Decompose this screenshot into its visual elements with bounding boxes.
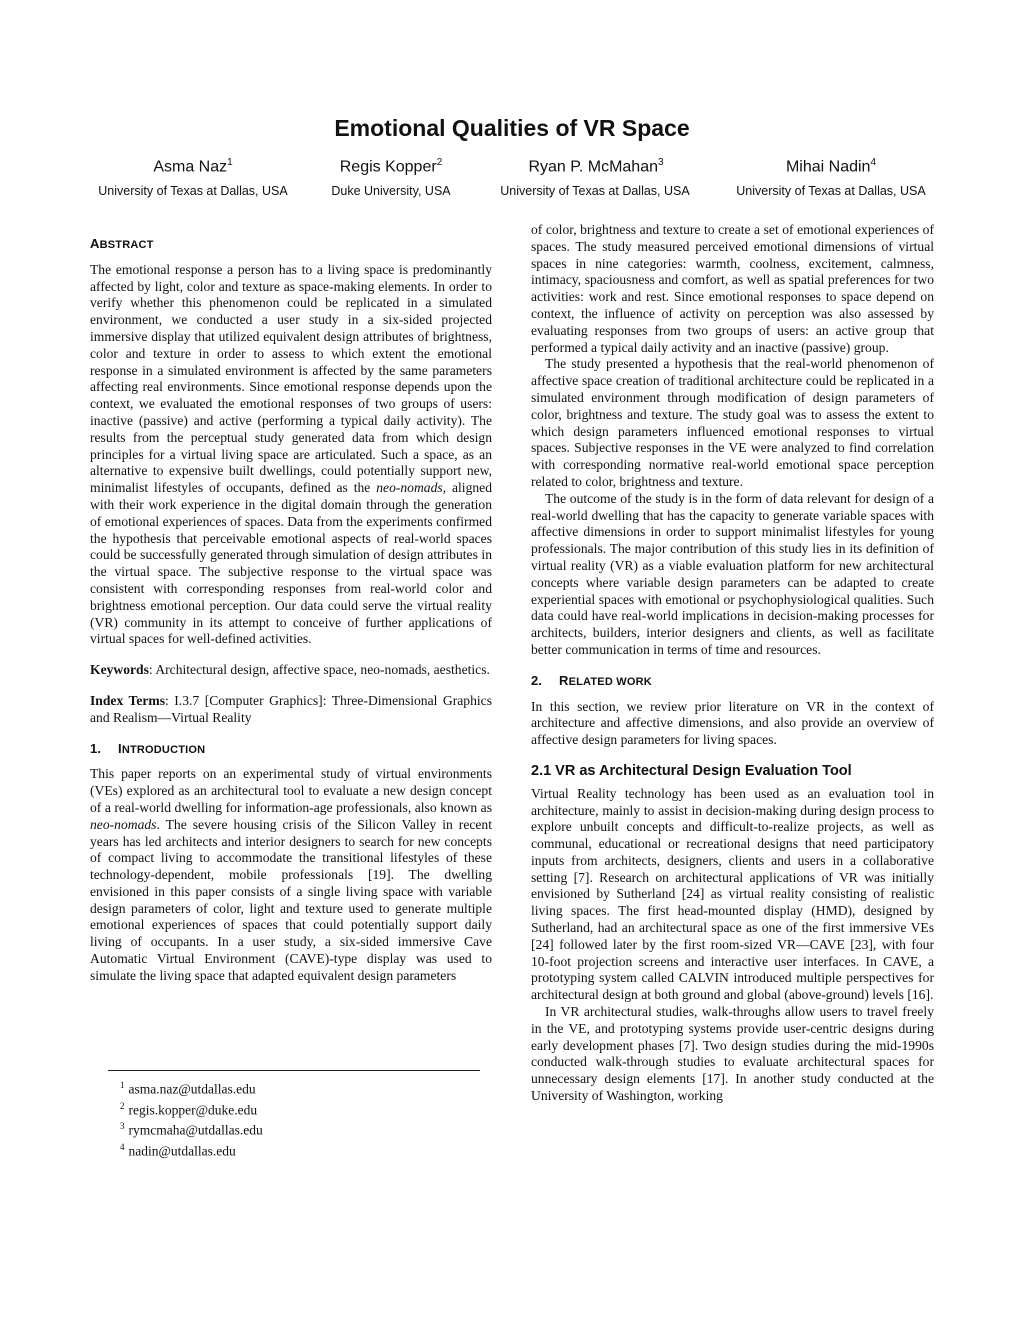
introduction-paragraph-2: The study presented a hypothesis that the real-world phenomenon of affective space creation of traditional architecture could be replicated in a simulated environment through modification of design parameters of color, brightness and texture. The study goal was to assess the extent to which design parameters influenced emotional responses to virtual spaces. Subjective responses in the VE were analyzed to find correlation with corresponding normative real-world emotional space perception related to color, brightness and texture. — [531, 356, 934, 489]
left-column — [90, 236, 492, 985]
footnote-1: $^1$ asma.naz@utdallas.edu — [120, 1080, 256, 1097]
affiliation-1: University of Texas at Dallas, USA — [98, 184, 288, 198]
footnote-3: $^3$ rymcmaha@utdallas.edu — [120, 1121, 263, 1138]
introduction-continuation: of color, brightness and texture to create a set of emotional experiences of spaces. The study measured perceived emotional dimensions of virtual spaces in nine categories: warmth, coolness, excitement, calmness, intimacy, spaciousness and comfort, as well as spatial preferences for two activities: work and rest. Since emotional responses to space depend on context, the influence of activity on perception was also assessed by evaluating responses from two groups of users: an active group that performed a typical daily activity and an inactive (passive) group. — [531, 222, 934, 355]
affiliation-4: University of Texas at Dallas, USA — [736, 184, 926, 198]
author-3: Ryan P. McMahan$^3$ — [528, 157, 664, 176]
subsection-paragraph-1: Virtual Reality technology has been used as an evaluation tool in architecture, mainly to assist in decision-making during design process to explore unbuilt concepts and difficult-to-realize projects, as well as communal, educational or recreational designs that need participatory inputs from architects, designers, clients and users in a collaborative setting [7]. Research on architectural applications of VR was initially envisioned by Sutherland [24] as virtual reality consisting of realistic living spaces. The first head-mounted display (HMD), designed by Sutherland, had an architectural space as one of the first immersive VEs [24] followed later by the first room-sized VR—CAVE [23], with four 10-foot projection screens and interactive user interfaces. In CAVE, a prototyping system called CALVIN introduced multiple perspectives for architectural design at both ground and global (above-ground) levels [16]. — [531, 785, 934, 1003]
index-terms: Index Terms: I.3.7 [Computer Graphics]: Three-Dimensional Graphics and Realism—Virtual Reality — [90, 692, 492, 725]
abstract-text: The emotional response a person has to a living space is predominantly affected by light, color and texture as space-making elements. In order to verify whether this phenomenon could be replicated in a simulated environment, we conducted a user study in a six-sided projected immersive display that utilized equivalent design attributes of brightness, color and texture in order to assess to which extent the emotional response in a simulated environment is affected by the same parameters affecting real environments. Since emotional response depends upon the context, we evaluated the emotional responses of two groups of users: inactive (passive) and active (performing a typical daily activity). The results from the perceptual study generated data from which design principles for a virtual living space are articulated. Such a space, as an alternative to expensive built dwellings, could potentially support new, minimalist lifestyles of occupants, defined as the neo-nomads, aligned with their work experience in the digital domain through the generation of emotional experiences of spaces. Data from the experiments confirmed the hypothesis that perceivable emotional aspects of real-world spaces could be successfully generated through simulation of design attributes in the virtual space. The subjective response to the virtual space was consistent with corresponding responses from real-world color and brightness emotional perception. Our data could serve the virtual reality (VR) community in its attempt to conceive of further applications of virtual spaces for well-defined activities. — [90, 261, 492, 647]
introduction-text: This paper reports on an experimental study of virtual environments (VEs) explored as an architectural tool to evaluate a new design concept of a real-world dwelling for information-age professionals, also known as neo-nomads. The severe housing crisis of the Silicon Valley in recent years has led architects and interior designers to search for new concepts of compact living to accommodate the transitional lifestyles of these technology-dependent, mobile professionals [19]. The dwelling envisioned in this paper consists of a single living space with variable design parameters of color, light and texture used to generate multiple emotional experiences of spaces that could potentially support daily living of occupants. In a user study, a six-sided immersive Cave Automatic Virtual Environment (CAVE)-type display was used to simulate the living space that adapted equivalent design parameters — [90, 766, 492, 983]
author-4: Mihai Nadin$^4$ — [785, 157, 877, 176]
footnote-4: $^4$ nadin@utdallas.edu — [120, 1141, 236, 1158]
author-2: Regis Kopper$^2$ — [339, 157, 443, 176]
author-1: Asma Naz$^1$ — [153, 157, 233, 176]
abstract-heading: ABSTRACT — [90, 236, 154, 251]
subsection-paragraph-2: In VR architectural studies, walk-throughs allow users to travel freely in the VE, and prototyping systems provide user-centric designs during early development phases [7]. Two design studies during the mid-1990s conducted walk-through studies to evaluate architectural spaces for unnecessary design elements [17]. In another study conducted at the University of Washington, working — [531, 1004, 934, 1104]
keywords: Keywords: Architectural design, affective space, neo-nomads, aesthetics. — [90, 662, 490, 678]
introduction-paragraph-3: The outcome of the study is in the form of data relevant for design of a real-world dwelling that has the capacity to generate variable spaces with affective dimensions in order to support minimalist lifestyles for young professionals. The major contribution of this study lies in its definition of virtual reality (VR) as a viable evaluation platform for new architectural concepts where variable design parameters can be adapted to create experiential spaces with emotional or psychophysiological qualities. Such data could have real-world implications in decision-making processes for architects, builders, interior designers and clients, as well as facilitate better communication in terms of time and resources. — [531, 490, 934, 657]
paper-title: Emotional Qualities of VR Space — [334, 115, 690, 142]
footnotes — [120, 1077, 263, 1159]
right-column — [531, 222, 934, 1105]
affiliation-2: Duke University, USA — [331, 184, 451, 198]
footnote-divider — [108, 1070, 480, 1071]
related-work-heading: 2. RELATED WORK — [531, 672, 652, 688]
subsection-heading: 2.1 VR as Architectural Design Evaluation Tool — [531, 762, 852, 779]
related-work-text: In this section, we review prior literature on VR in the context of architecture and affective dimensions, and also provide an overview of affective design parameters for living spaces. — [531, 698, 934, 748]
affiliation-3: University of Texas at Dallas, USA — [500, 184, 690, 198]
footnote-2: $^2$ regis.kopper@duke.edu — [120, 1100, 258, 1117]
introduction-heading: 1. INTRODUCTION — [90, 740, 206, 756]
